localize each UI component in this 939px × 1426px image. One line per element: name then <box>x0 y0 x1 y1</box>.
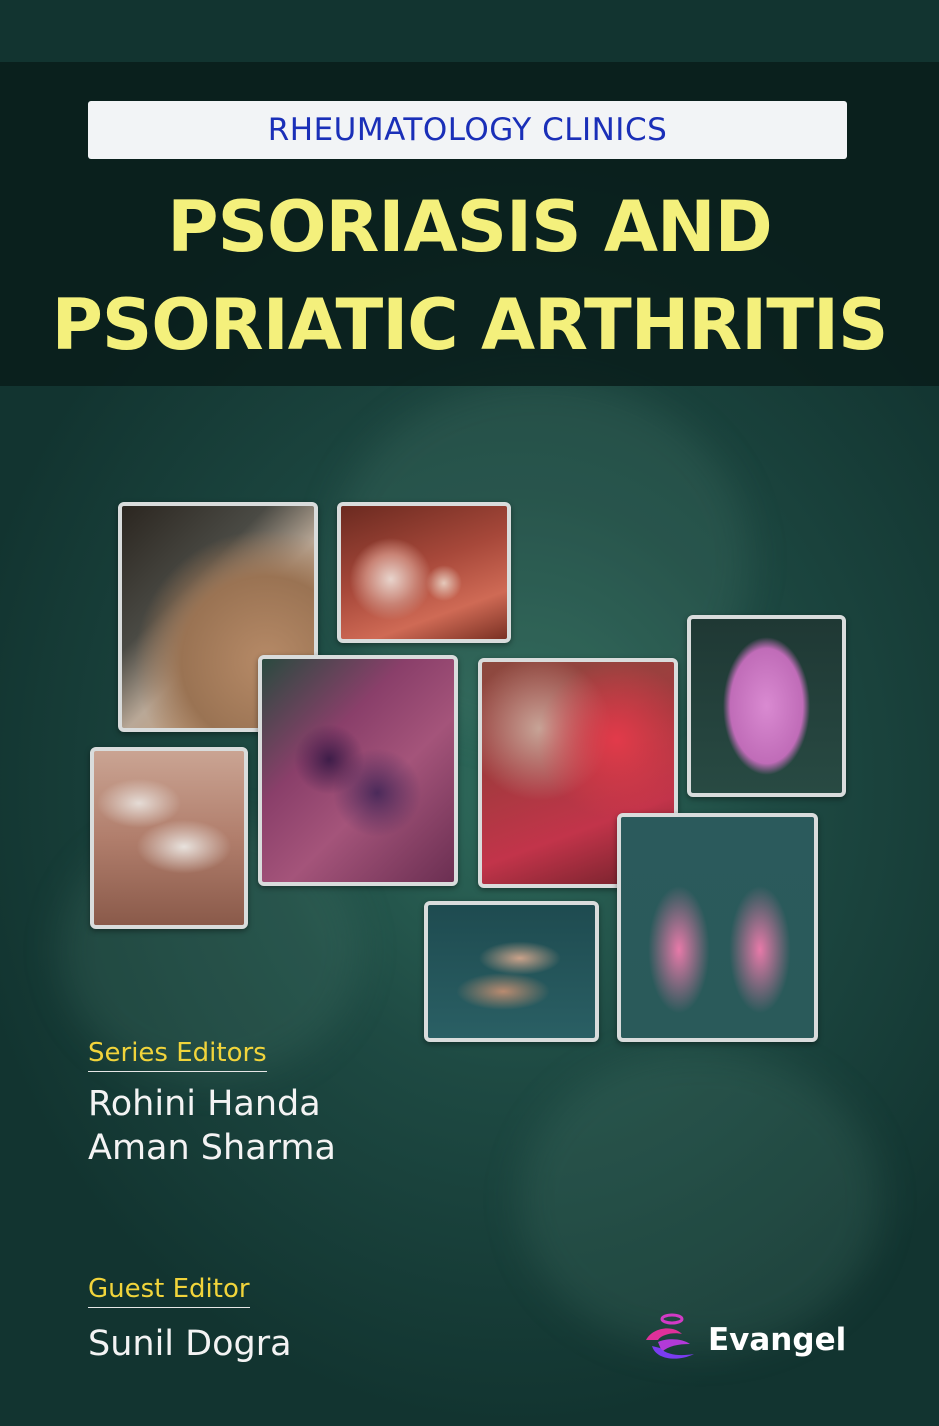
series-title-box <box>88 101 847 159</box>
series-title: RHEUMATOLOGY CLINICS <box>267 112 668 148</box>
photo-palms <box>617 813 818 1042</box>
series-editor-name: Aman Sharma <box>88 1128 336 1168</box>
evangel-logo-icon <box>638 1310 702 1370</box>
book-title-line-1: PSORIASIS AND <box>167 186 772 268</box>
guest-editor-label: Guest Editor <box>88 1274 250 1308</box>
series-editor-name: Rohini Handa <box>88 1084 321 1124</box>
book-title-line-2: PSORIATIC ARTHRITIS <box>51 284 888 366</box>
series-editors-label: Series Editors <box>88 1038 267 1072</box>
photo-back-plaques <box>90 747 248 929</box>
guest-editor-name: Sunil Dogra <box>88 1324 292 1364</box>
photo-nail-psoriasis <box>337 502 511 643</box>
photo-abdominal-lesions <box>258 655 458 886</box>
publisher-logo <box>638 1310 846 1370</box>
publisher-name: Evangel <box>708 1322 847 1358</box>
photo-hand-dactylitis <box>424 901 599 1042</box>
background-figure <box>520 1050 880 1350</box>
photo-torso-back <box>687 615 846 797</box>
